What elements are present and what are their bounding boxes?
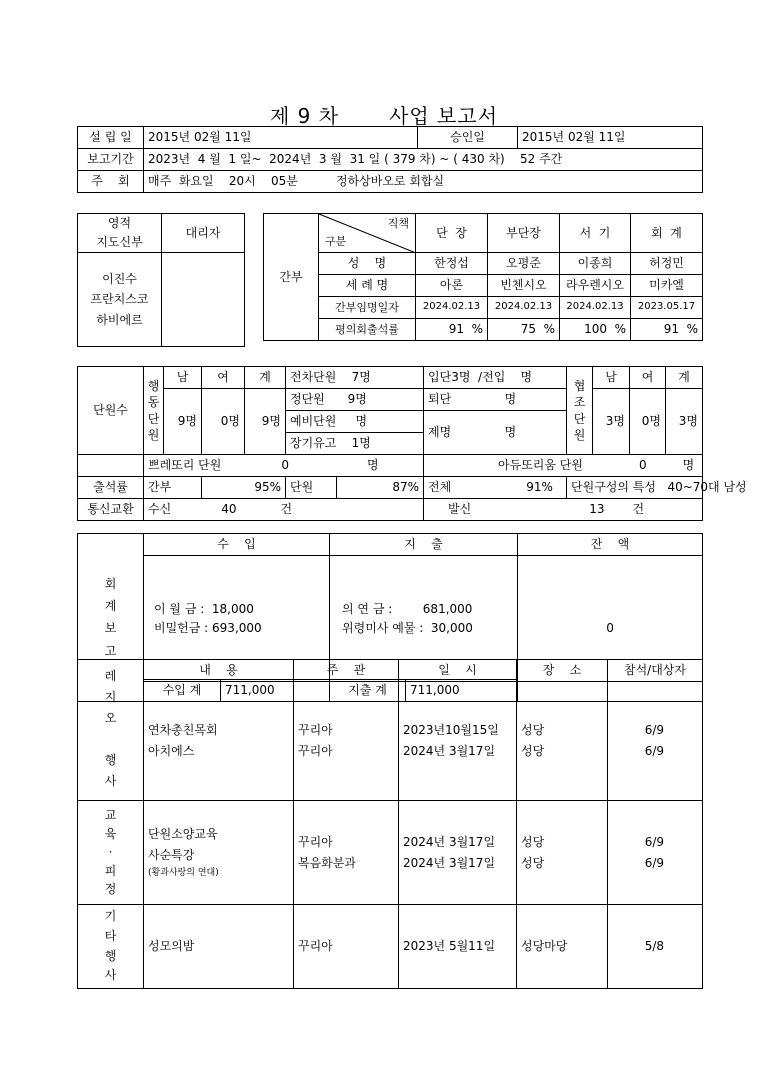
activity-content: 단원소양교육 (148, 826, 218, 841)
legion-content (144, 682, 294, 801)
reserve-members: 예비단원 명 (286, 411, 424, 433)
active-members-label: 행 동 단 원 (144, 367, 164, 455)
left-members: 퇴단 명 (424, 389, 567, 411)
officer-baptismal-name: 라우렌시오 (560, 275, 631, 297)
activity-place: 성당 (521, 723, 545, 737)
activity-place: 성당 (521, 744, 545, 758)
received-cell (144, 499, 424, 521)
transfer-in: 전차단원 7명 (286, 367, 424, 389)
legion-attend (608, 682, 703, 801)
officer-attendance: 75 % (488, 319, 560, 341)
period-label: 보고기간 (78, 149, 144, 171)
trait-cell (567, 477, 747, 499)
deputy-label: 대리자 (162, 214, 245, 253)
diag-category-label: 구분 (325, 235, 347, 249)
attendance-total-value: 91% (526, 480, 553, 494)
approved-value: 2015년 02월 11일 (518, 127, 703, 149)
adjutorian-label: 아듀또리움 단원 (498, 458, 583, 472)
section-label-education: 교 육 · 피 정 (78, 801, 144, 905)
pretorian-unit: 명 (367, 458, 379, 472)
expense-header: 지 출 (330, 534, 518, 556)
joined: 입단3명 /전입 명 (424, 367, 567, 389)
attendance-total-label: 전체 (428, 480, 452, 494)
deputy-name (162, 253, 245, 347)
activity-date: 2024년 3월17일 (403, 744, 496, 758)
sent-value: 13 (589, 502, 605, 516)
col-host-header: 주 관 (294, 660, 399, 682)
aux-female-count: 0명 (630, 389, 666, 455)
activity-host: 꾸리아 (294, 905, 399, 989)
founded-label: 설 립 일 (78, 127, 144, 149)
adjutorian-unit: 명 (682, 458, 695, 472)
activity-date: 2024년 3월17일 (403, 834, 496, 849)
director-table (77, 213, 245, 347)
officers-label: 간부 (264, 214, 319, 341)
active-female-count: 0명 (202, 389, 245, 455)
sent-cell (424, 499, 703, 521)
education-place (517, 801, 608, 905)
activity-date: 2023년 5월11일 (399, 905, 517, 989)
role-secretary: 서 기 (560, 214, 631, 253)
header-table (77, 126, 703, 193)
activity-host: 꾸리아 (298, 834, 333, 849)
period-value: 2023년 4 월 1 일~ 2024년 3 월 31 일 ( 379 차) ~ ( 430 차) 52 주간 (144, 149, 703, 171)
expense-total-label: 지출 계 (330, 679, 406, 701)
balance-header: 잔 액 (518, 534, 703, 556)
role-vice-leader: 부단장 (488, 214, 560, 253)
officer-name: 한정섭 (416, 253, 488, 275)
col-place-header: 장 소 (517, 660, 608, 682)
col-content-header: 내 용 (144, 660, 294, 682)
officer-appointed-date: 2024.02.13 (416, 297, 488, 319)
officer-name: 허정민 (631, 253, 703, 275)
received-value: 40 (221, 502, 237, 516)
received-label: 수신 (148, 502, 172, 516)
activity-host: 꾸리아 (298, 723, 333, 737)
activity-host: 꾸리아 (298, 744, 333, 758)
meeting-label: 주 회 (78, 171, 144, 193)
aux-members-label: 협 조 단 원 (567, 367, 593, 455)
income-item: 이 월 금 : 18,000 (154, 601, 254, 616)
active-total-count: 9명 (245, 389, 286, 455)
expense-total-value: 711,000 (406, 679, 518, 701)
sent-unit: 건 (632, 502, 645, 516)
activity-place: 성당 (521, 834, 545, 849)
meeting-value: 매주 화요일 20시 05분 정하상바오로 회합실 (144, 171, 703, 193)
income-total-label: 수입 계 (144, 679, 221, 701)
income-header: 수 입 (144, 534, 330, 556)
officer-name: 오평준 (488, 253, 560, 275)
activity-date: 2023년10월15일 (403, 723, 499, 737)
title-text: 사업 보고서 (389, 104, 499, 128)
director-label: 영적 지도신부 (78, 214, 162, 253)
attendance-officer-label: 간부 (144, 477, 202, 499)
correspondence-label: 통신교환 (78, 499, 144, 521)
attendance-member-label: 단원 (286, 477, 337, 499)
balance-value: 0 (518, 556, 703, 702)
spacer-cell (78, 455, 144, 477)
officer-row-label: 세 례 명 (319, 275, 416, 297)
officer-appointed-date: 2024.02.13 (560, 297, 631, 319)
legion-place (517, 682, 608, 801)
long-absent-members: 장기유고 1명 (286, 433, 424, 455)
adjutorian-row (424, 455, 703, 477)
legion-date (399, 682, 517, 801)
diag-role-label: 직책 (387, 217, 409, 230)
education-attend (608, 801, 703, 905)
active-total-header: 계 (245, 367, 286, 389)
activity-content: 아치에스 (148, 744, 195, 758)
officer-row-label: 간부임명일자 (319, 297, 416, 319)
education-date (399, 801, 517, 905)
col-attend-header: 참석/대상자 (608, 660, 703, 682)
accounts-label: 회 계 보 고 (78, 534, 144, 702)
officer-name: 이종희 (560, 253, 631, 275)
aux-total-count: 3명 (666, 389, 703, 455)
aux-male-count: 3명 (593, 389, 630, 455)
activity-attend: 6/9 (644, 723, 664, 737)
officer-attendance: 91 % (416, 319, 488, 341)
members-table (77, 366, 747, 521)
regular-members: 정단원 9명 (286, 389, 424, 411)
education-host (294, 801, 399, 905)
attendance-member-value: 87% (337, 477, 424, 499)
attendance-total-cell (424, 477, 567, 499)
income-total-value: 711,000 (221, 679, 330, 701)
director-name: 이진수 프란치스코 하비에르 (78, 253, 162, 347)
col-date-header: 일 시 (399, 660, 517, 682)
section-label-other-events: 기 타 행 사 (78, 905, 144, 989)
activity-host: 복음화분과 (298, 855, 356, 870)
legion-host (294, 682, 399, 801)
expense-item: 의 연 금 : 681,000 (342, 601, 473, 616)
adjutorian-value: 0 (638, 458, 647, 472)
received-unit: 건 (280, 502, 293, 516)
activity-content-wrap (148, 845, 289, 882)
officer-baptismal-name: 미카엘 (631, 275, 703, 297)
officer-baptismal-name: 아론 (416, 275, 488, 297)
active-male-count: 9명 (164, 389, 202, 455)
activity-place: 성당마당 (517, 905, 608, 989)
officer-appointed-date: 2024.02.13 (488, 297, 560, 319)
officer-attendance: 100 % (560, 319, 631, 341)
officer-row-label: 평의회출석률 (319, 319, 416, 341)
activity-content: 연차총친목회 (148, 723, 218, 737)
expense-item: 위령미사 예물 : 30,000 (342, 621, 473, 636)
officer-attendance: 91 % (631, 319, 703, 341)
trait-value: 40~70대 남성 (667, 480, 747, 494)
activity-attend: 6/9 (644, 744, 664, 758)
role-leader: 단 장 (416, 214, 488, 253)
income-item: 비밀헌금 : 693,000 (154, 621, 262, 636)
founded-value: 2015년 02월 11일 (144, 127, 418, 149)
aux-female-header: 여 (630, 367, 666, 389)
activity-attend: 6/9 (644, 855, 664, 870)
pretorian-value: 0 (281, 458, 290, 472)
activity-place: 성당 (521, 855, 545, 870)
aux-total-header: 계 (666, 367, 703, 389)
members-label: 단원수 (78, 367, 144, 455)
attendance-label: 출석률 (78, 477, 144, 499)
page-title (0, 100, 768, 129)
education-content (144, 801, 294, 905)
attendance-officer-value: 95% (202, 477, 286, 499)
sent-label: 발신 (448, 502, 472, 516)
section-label-legion-events: 레 지 오 행 사 (78, 660, 144, 801)
removed-members: 제명 명 (424, 411, 567, 455)
trait-label: 단원구성의 특성 (571, 480, 656, 494)
aux-male-header: 남 (593, 367, 630, 389)
pretorian-label: 쁘레또리 단원 (148, 458, 222, 472)
activity-content: 사순특강 (148, 847, 195, 862)
activities-table (77, 659, 703, 989)
officer-baptismal-name: 빈첸시오 (488, 275, 560, 297)
activity-date: 2024년 3월17일 (403, 855, 496, 870)
active-female-header: 여 (202, 367, 245, 389)
officers-table (263, 213, 703, 341)
active-male-header: 남 (164, 367, 202, 389)
pretorian-row (144, 455, 424, 477)
role-treasurer: 회 계 (631, 214, 703, 253)
officer-row-label: 성 명 (319, 253, 416, 275)
activity-attend: 6/9 (644, 834, 664, 849)
activity-content: 성모의밤 (144, 905, 294, 989)
activity-content-note: (황과사랑의 연대) (148, 867, 219, 878)
activity-attend: 5/8 (608, 905, 703, 989)
officers-diagonal-header (319, 214, 416, 253)
title-round: 제 9 차 (269, 104, 340, 128)
officer-appointed-date: 2023.05.17 (631, 297, 703, 319)
approved-label: 승인일 (418, 127, 518, 149)
